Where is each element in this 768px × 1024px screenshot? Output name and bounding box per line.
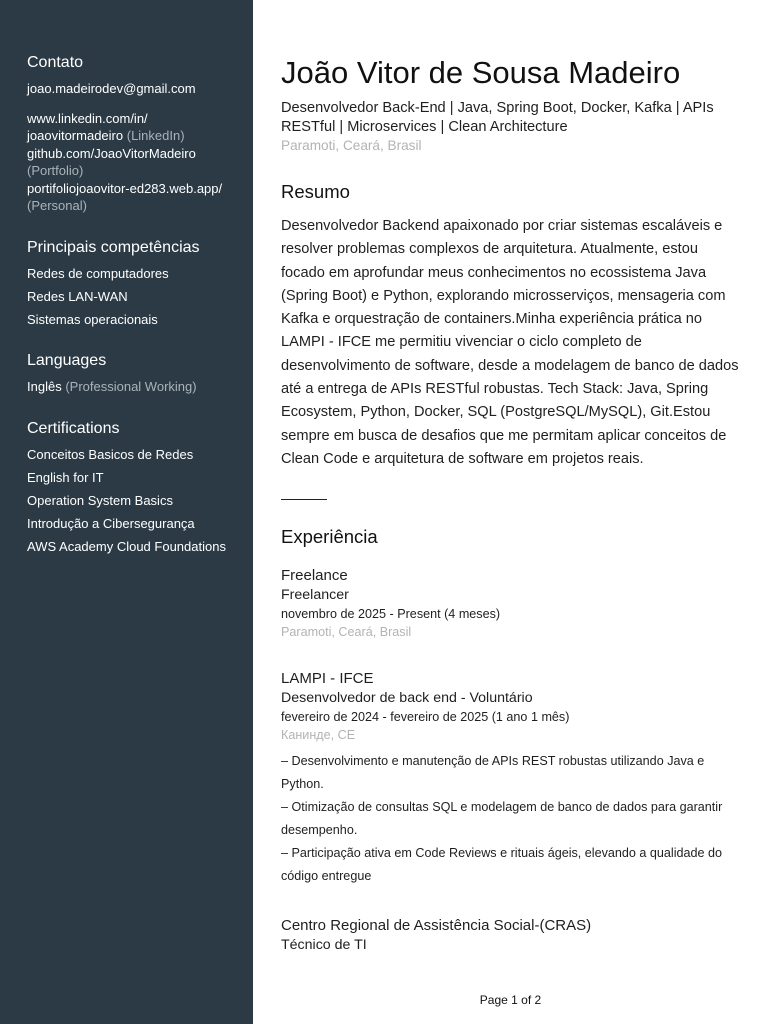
- skill-item: Sistemas operacionais: [27, 311, 158, 327]
- job-location: Paramoti, Ceará, Brasil: [281, 625, 412, 640]
- person-name: João Vitor de Sousa Madeiro: [281, 55, 681, 90]
- section-divider: [281, 499, 327, 500]
- github-link[interactable]: [27, 145, 235, 180]
- job-role: Técnico de TI: [281, 937, 367, 954]
- page-number: Page 1 of 2: [479, 993, 542, 1007]
- job-role: Desenvolvedor de back end - Voluntário: [281, 690, 533, 707]
- language-item: [27, 378, 235, 396]
- linkedin-url-line2: joaovitormadeiro: [27, 128, 124, 143]
- job-company: Freelance: [281, 567, 348, 585]
- portfolio-url: portifoliojoaovitor-ed283.web.app/: [27, 180, 223, 196]
- job-bullet: – Participação ativa em Code Reviews e rituais ágeis, elevando a qualidade do código entregue: [281, 846, 723, 884]
- summary-text: Desenvolvedor Backend apaixonado por criar sistemas escaláveis e resolver problemas complexos de arquitetura. Atualmente, estou focado em aprofundar meus conhecimentos no ecossistema Java (Spring Boot) e Python, explorando microsserviços, mensageria com Kafka e orquestração de containers.Minha experiência prática no LAMPI - IFCE me permitiu vivenciar o ciclo completo de desenvolvimento de software, desde a modelagem de banco de dados até a entrega de APIs RESTful robustas. Tech Stack: Java, Spring Ecosystem, Python, Docker, SQL (PostgreSQL/MySQL), Git.Estou sempre em busca de desafios que me permitam aplicar conceitos de Clean Code e arquitetura de software em projetos reais.: [281, 218, 739, 467]
- certifications-section: [27, 420, 235, 556]
- github-tag: (Portfolio): [27, 163, 84, 178]
- job-entry: [281, 669, 741, 888]
- languages-heading: Languages: [27, 352, 107, 369]
- headline: Desenvolvedor Back-End | Java, Spring Boot, Docker, Kafka | APIs RESTful | Microservices | Clean Architecture: [281, 100, 714, 135]
- languages-section: [27, 352, 235, 396]
- skills-heading: Principais competências: [27, 238, 200, 256]
- sidebar: [0, 0, 253, 1024]
- job-company: LAMPI - IFCE: [281, 670, 374, 688]
- job-dates: fevereiro de 2024 - fevereiro de 2025 (1 ano 1 mês): [281, 710, 570, 725]
- job-bullet: – Desenvolvimento e manutenção de APIs REST robustas utilizando Java e Python.: [281, 754, 705, 792]
- certification-item: English for IT: [27, 469, 104, 485]
- certifications-heading: Certifications: [27, 419, 120, 437]
- skill-item: Redes de computadores: [27, 265, 169, 281]
- portfolio-link[interactable]: [27, 180, 235, 215]
- linkedin-tag: (LinkedIn): [126, 128, 185, 143]
- language-name: Inglês: [27, 379, 62, 394]
- job-dates: novembro de 2025 - Present (4 meses): [281, 607, 501, 622]
- job-role: Freelancer: [281, 587, 349, 604]
- job-bullets: [281, 750, 741, 888]
- certification-item: Operation System Basics: [27, 492, 173, 508]
- email-link[interactable]: joao.madeirodev@gmail.com: [27, 81, 196, 96]
- certification-item: Introdução a Cibersegurança: [27, 515, 195, 531]
- skill-item: Redes LAN-WAN: [27, 288, 128, 304]
- experience-heading: Experiência: [281, 526, 378, 548]
- language-level: (Professional Working): [65, 379, 197, 394]
- skills-section: [27, 239, 235, 329]
- location: Paramoti, Ceará, Brasil: [281, 138, 422, 153]
- main-content: [281, 54, 741, 983]
- job-location: Канинде, CE: [281, 728, 356, 743]
- job-bullet: – Otimização de consultas SQL e modelagem de banco de dados para garantir desempenho.: [281, 800, 723, 838]
- certification-item: Conceitos Basicos de Redes: [27, 446, 194, 462]
- contact-section: [27, 54, 235, 215]
- linkedin-link[interactable]: [27, 110, 235, 145]
- job-entry: [281, 566, 741, 641]
- linkedin-url-line1: www.linkedin.com/in/: [27, 110, 148, 126]
- summary-heading: Resumo: [281, 181, 350, 202]
- contact-heading: Contato: [27, 54, 84, 71]
- github-url: github.com/JoaoVitorMadeiro: [27, 145, 196, 161]
- job-company: Centro Regional de Assistência Social-(CRAS): [281, 917, 592, 935]
- job-entry: [281, 916, 741, 955]
- portfolio-tag: (Personal): [27, 198, 87, 213]
- certification-item: AWS Academy Cloud Foundations: [27, 538, 226, 554]
